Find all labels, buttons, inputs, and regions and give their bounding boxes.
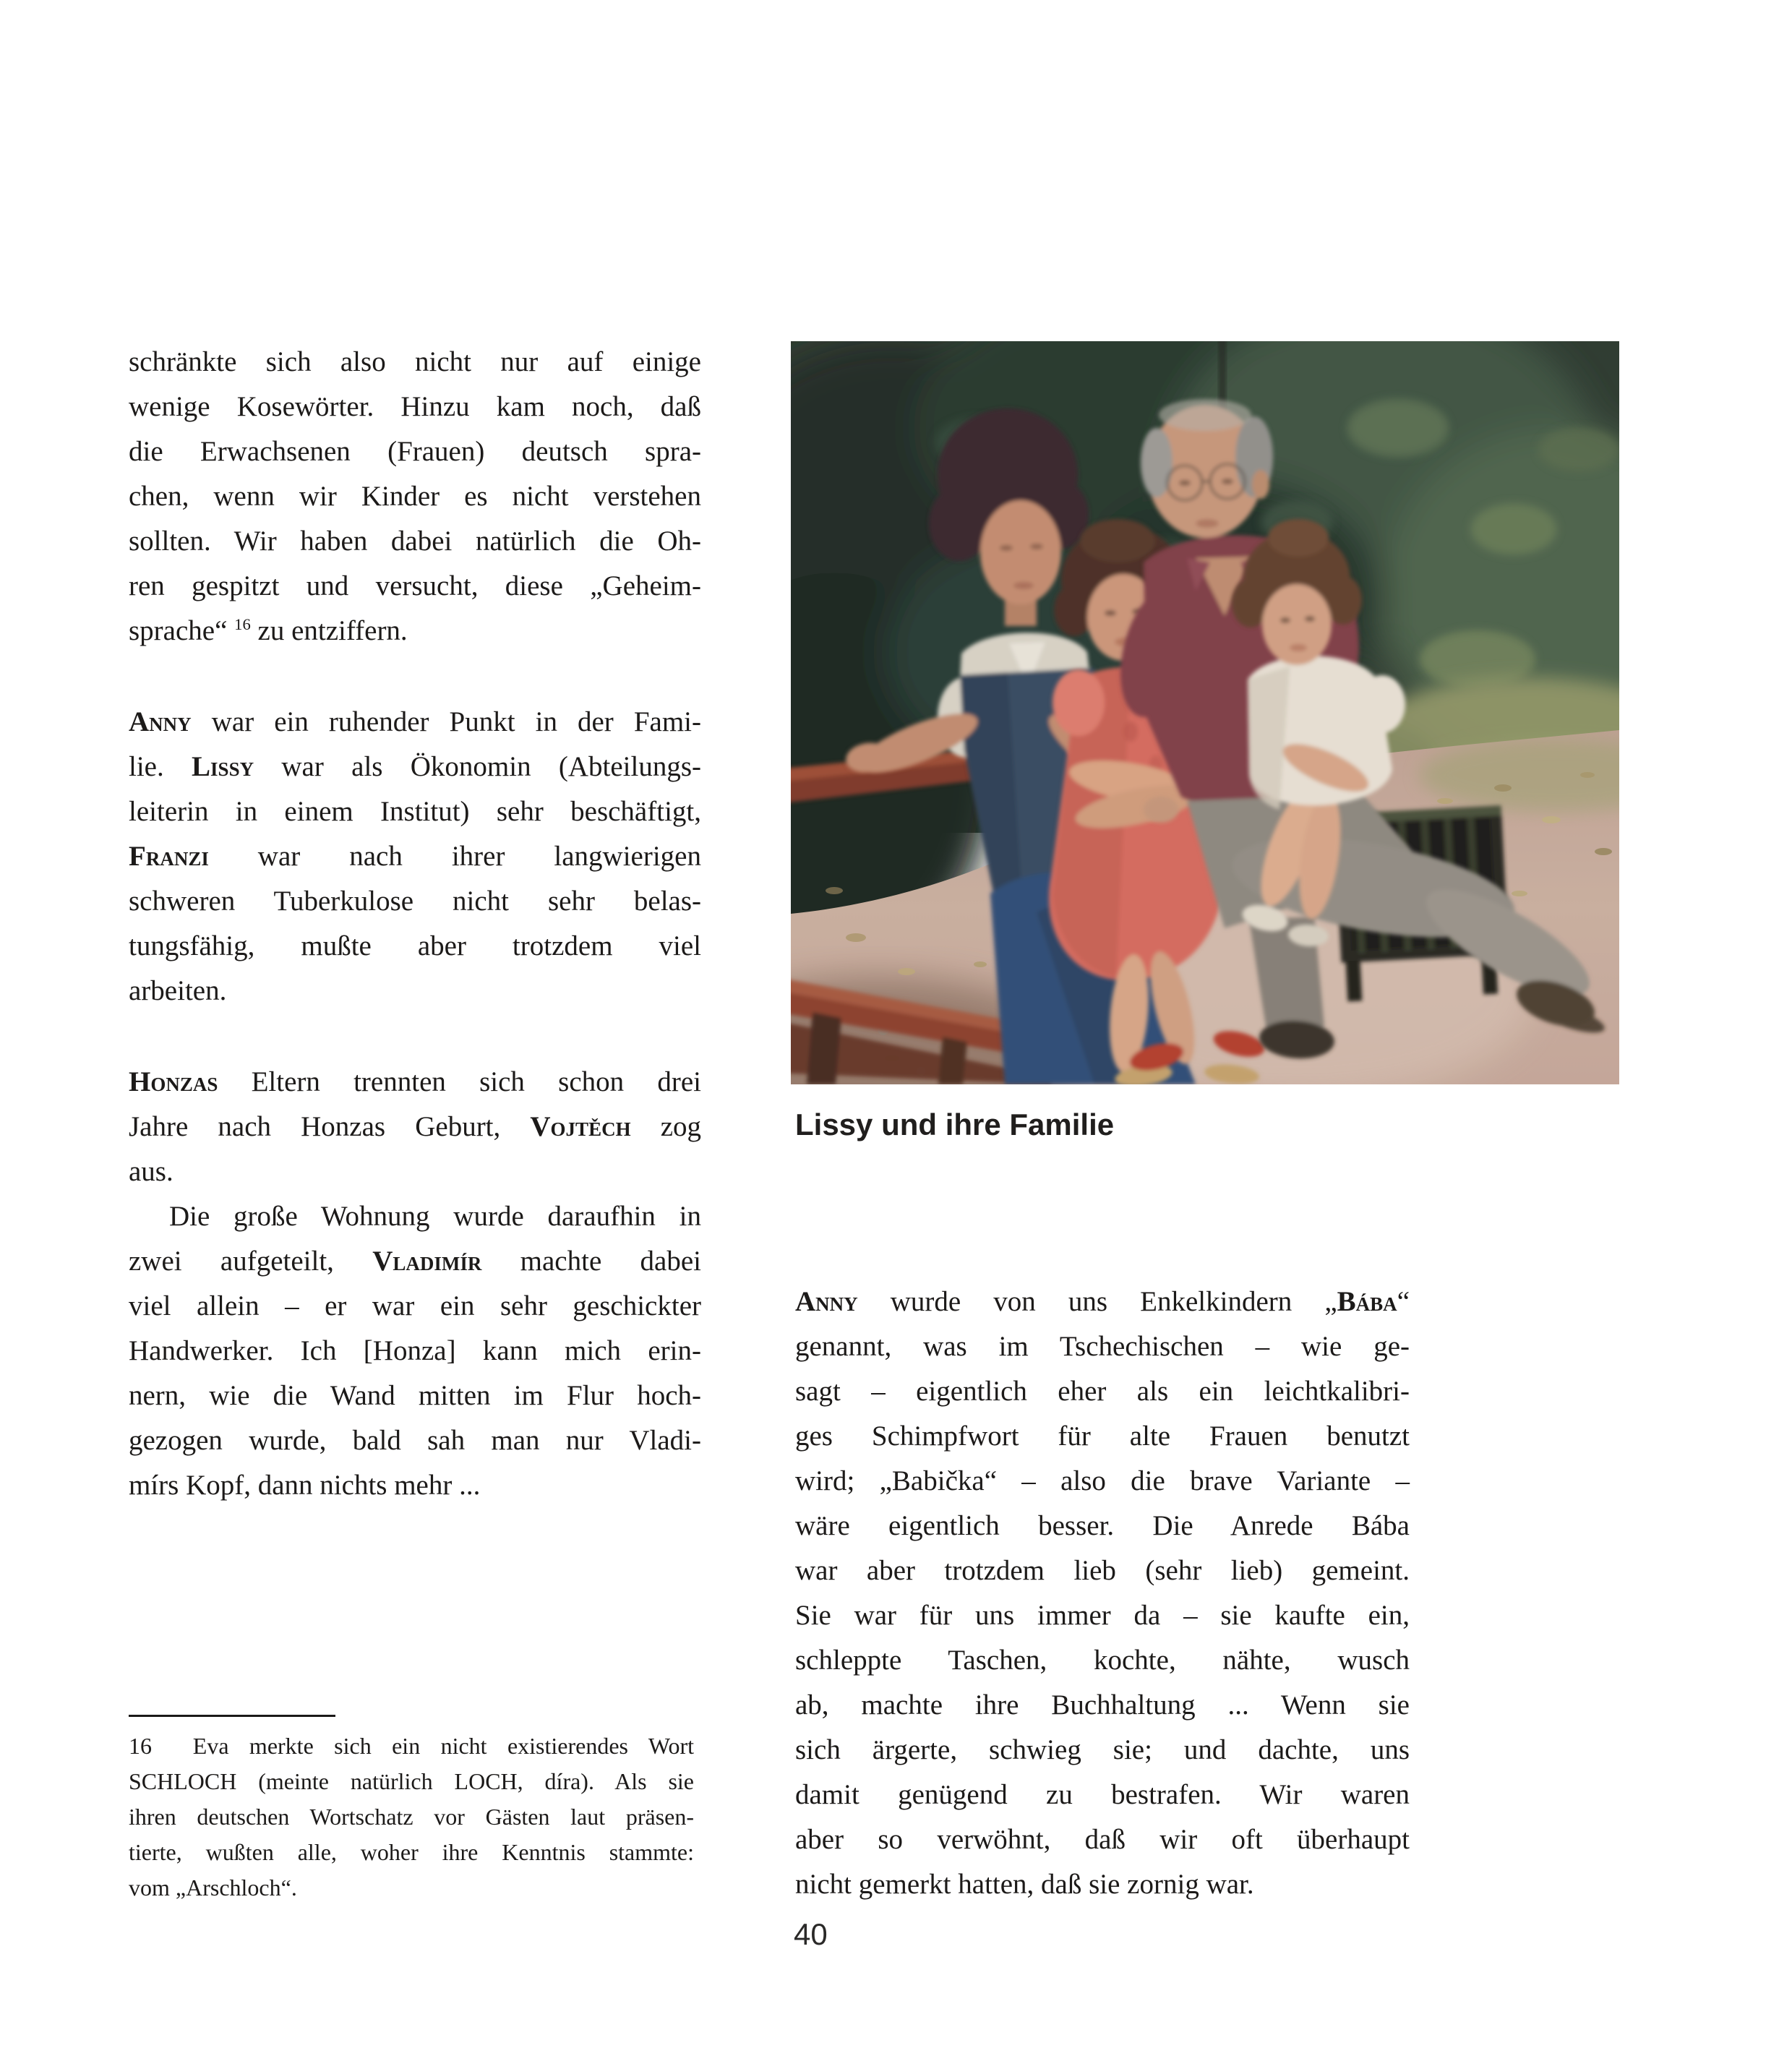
text-segment: Sie war für uns immer da – sie kaufte ein,: [795, 1600, 1410, 1631]
text-segment: tierte, wußten alle, woher ihre Kenntnis stammte:: [129, 1839, 694, 1865]
text-segment: 16 Eva merkte sich ein nicht existierendes Wort: [129, 1733, 694, 1759]
text-line: [129, 1418, 701, 1463]
text-segment: sagt – eigentlich eher als ein leichtkalibri-: [795, 1376, 1410, 1407]
text-segment: gezogen wurde, bald sah man nur Vladi-: [129, 1425, 701, 1456]
text-line: [795, 1369, 1410, 1414]
text-segment: sollten. Wir haben dabei natürlich die Oh-: [129, 526, 701, 557]
text-segment: ihren deutschen Wortschatz vor Gästen laut präsen-: [129, 1804, 694, 1830]
footnote-text: [129, 1728, 694, 1906]
text-line: [129, 745, 701, 789]
text-segment: “: [1397, 1286, 1410, 1317]
text-segment: sich ärgerte, schwieg sie; und dachte, uns: [795, 1734, 1410, 1765]
text-segment: war als Ökonomin (Abteilungs-: [254, 751, 701, 782]
paragraph: [129, 1060, 701, 1508]
text-segment: zog: [630, 1111, 702, 1142]
text-line: [129, 1799, 694, 1835]
text-segment: Vojtěch: [530, 1111, 631, 1142]
text-line: [795, 1683, 1410, 1728]
text-line: [129, 340, 701, 385]
paragraph: [129, 700, 701, 1014]
right-column-text: [795, 1280, 1410, 1907]
text-segment: tungsfähig, mußte aber trotzdem viel: [129, 930, 701, 961]
text-segment: machte dabei: [481, 1246, 701, 1277]
text-segment: wäre eigentlich besser. Die Anrede Bába: [795, 1510, 1410, 1541]
text-line: [129, 429, 701, 474]
text-line: [129, 1728, 694, 1764]
text-segment: aus.: [129, 1156, 173, 1187]
paragraph: [129, 340, 701, 654]
text-segment: SCHLOCH (meinte natürlich LOCH, díra). Als sie: [129, 1768, 694, 1794]
text-segment: ab, machte ihre Buchhaltung ... Wenn sie: [795, 1689, 1410, 1721]
text-line: [129, 1374, 701, 1418]
text-segment: schränkte sich also nicht nur auf einige: [129, 346, 701, 377]
text-line: [795, 1638, 1410, 1683]
text-segment: vom „Arschloch“.: [129, 1875, 297, 1901]
text-line: [129, 564, 701, 609]
text-segment: zu entziffern.: [250, 615, 408, 646]
footnote: [129, 1715, 694, 1906]
text-segment: war ein ruhender Punkt in der Fami-: [191, 706, 701, 737]
text-segment: nicht gemerkt hatten, daß sie zornig war.: [795, 1869, 1254, 1900]
text-segment: 16: [234, 615, 251, 633]
photo-tint-overlay: [791, 341, 1619, 1084]
text-line: [129, 1060, 701, 1105]
text-line: [795, 1414, 1410, 1459]
text-segment: aber so verwöhnt, daß wir oft überhaupt: [795, 1824, 1410, 1855]
text-segment: war nach ihrer langwierigen: [208, 841, 701, 872]
text-line: [129, 1194, 701, 1239]
text-segment: ren gespitzt und versucht, diese „Geheim-: [129, 570, 701, 601]
text-line: [795, 1324, 1410, 1369]
text-segment: nern, wie die Wand mitten im Flur hoch-: [129, 1380, 701, 1411]
text-segment: schleppte Taschen, kochte, nähte, wusch: [795, 1645, 1410, 1676]
text-segment: Bába: [1337, 1286, 1397, 1317]
text-line: [795, 1817, 1410, 1862]
text-segment: damit genügend zu bestrafen. Wir waren: [795, 1779, 1410, 1810]
text-segment: Franzi: [129, 841, 209, 872]
text-segment: Lissy: [192, 751, 254, 782]
text-line: [129, 924, 701, 969]
text-line: [795, 1728, 1410, 1773]
text-line: [129, 519, 701, 564]
text-segment: sprache“: [129, 615, 235, 646]
text-segment: schweren Tuberkulose nicht sehr belas-: [129, 886, 701, 917]
page-number: 40: [794, 1917, 828, 1951]
text-line: [129, 834, 701, 879]
text-segment: chen, wenn wir Kinder es nicht verstehen: [129, 481, 701, 512]
text-segment: Jahre nach Honzas Geburt,: [129, 1111, 531, 1142]
text-line: [129, 700, 701, 745]
text-line: [129, 1149, 701, 1194]
text-segment: wurde von uns Enkelkindern „: [857, 1286, 1337, 1317]
text-line: [129, 789, 701, 834]
left-column-text: [129, 340, 701, 1508]
text-line: [795, 1459, 1410, 1504]
text-segment: ges Schimpfwort für alte Frauen benutzt: [795, 1421, 1410, 1452]
text-segment: Die große Wohnung wurde daraufhin in: [169, 1201, 701, 1232]
text-line: [795, 1504, 1410, 1548]
text-line: [129, 1764, 694, 1799]
text-line: [129, 969, 701, 1014]
text-line: [129, 1463, 701, 1508]
text-line: [795, 1862, 1410, 1907]
family-photo: [791, 341, 1619, 1084]
text-segment: viel allein – er war ein sehr geschickter: [129, 1290, 701, 1321]
text-line: [129, 1239, 701, 1284]
text-line: [795, 1280, 1410, 1324]
text-line: [129, 1284, 701, 1329]
text-segment: mírs Kopf, dann nichts mehr ...: [129, 1470, 481, 1501]
text-segment: arbeiten.: [129, 975, 227, 1006]
text-line: [795, 1593, 1410, 1638]
photo-caption: Lissy und ihre Familie: [795, 1107, 1115, 1141]
text-segment: Anny: [795, 1286, 858, 1317]
text-line: [129, 1329, 701, 1374]
text-segment: wird; „Babička“ – also die brave Variante –: [795, 1465, 1410, 1496]
text-segment: Honzas: [129, 1066, 218, 1097]
text-line: [129, 1870, 694, 1906]
footnote-rule: [129, 1715, 335, 1717]
text-segment: zwei aufgeteilt,: [129, 1246, 373, 1277]
text-line: [795, 1773, 1410, 1817]
text-segment: genannt, was im Tschechischen – wie ge-: [795, 1331, 1410, 1362]
text-line: [129, 474, 701, 519]
text-line: [129, 609, 701, 654]
text-segment: Eltern trennten sich schon drei: [218, 1066, 701, 1097]
text-segment: die Erwachsenen (Frauen) deutsch spra-: [129, 436, 701, 467]
text-line: [129, 385, 701, 429]
text-segment: war aber trotzdem lieb (sehr lieb) gemeint.: [795, 1555, 1410, 1586]
text-segment: Handwerker. Ich [Honza] kann mich erin-: [129, 1335, 701, 1366]
text-line: [129, 879, 701, 924]
text-line: [795, 1548, 1410, 1593]
text-segment: wenige Kosewörter. Hinzu kam noch, daß: [129, 391, 701, 422]
text-line: [129, 1105, 701, 1149]
text-line: [129, 1835, 694, 1870]
text-segment: lie.: [129, 751, 192, 782]
text-segment: Vladimír: [372, 1246, 482, 1277]
text-segment: leiterin in einem Institut) sehr beschäftigt,: [129, 796, 701, 827]
text-segment: Anny: [129, 706, 192, 737]
